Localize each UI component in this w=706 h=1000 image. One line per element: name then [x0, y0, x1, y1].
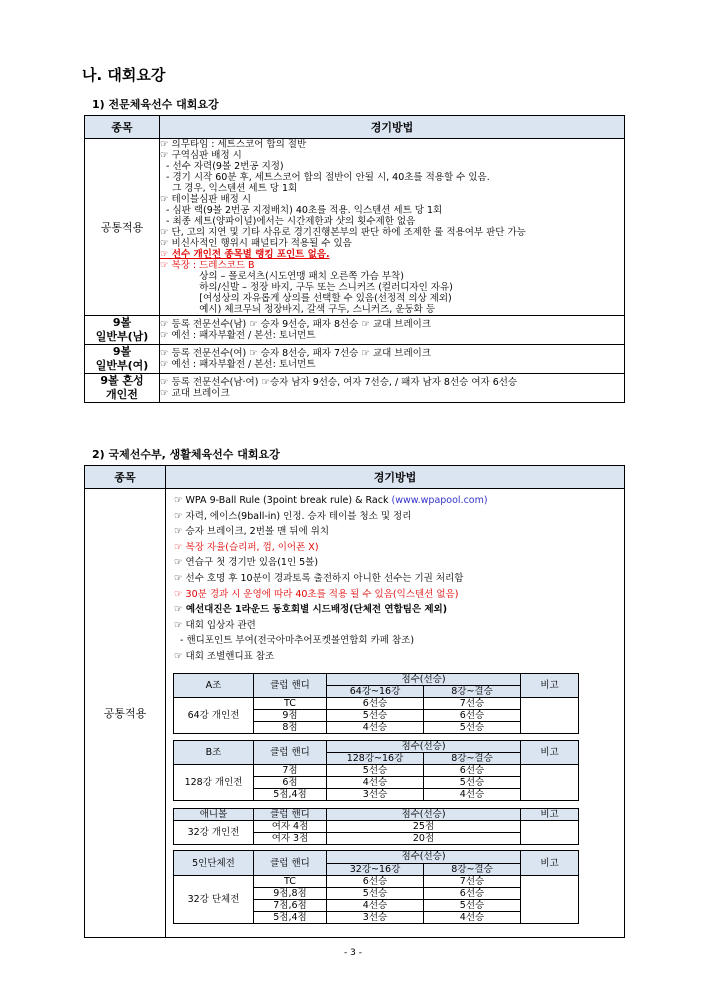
common-label: 공통적용	[85, 139, 160, 316]
rule-line: 하의/신발 – 정장 바지, 구두 또는 스니커즈 (컬러디자인 자유)	[160, 282, 453, 293]
note-cell	[521, 765, 579, 801]
rule-line	[174, 618, 621, 634]
round-header: 8강~결승	[424, 863, 521, 876]
table-cell: 4선승	[327, 722, 424, 734]
rule-line: - 경기 시작 60분 후, 세트스코어 합의 절반이 안될 시, 40초를 적용할 수 있음.	[160, 172, 490, 183]
note-cell	[521, 821, 579, 845]
rule-line	[174, 540, 621, 556]
round-header: 64강~16강	[327, 686, 424, 698]
table-cell: 6점	[254, 777, 327, 789]
rules-9ball-mixed: ☞ 등록 전문선수(남·여) ☞승자 남자 9선승, 여자 7선승, / 패자 남자 8선승 여자 6선승 ☞ 교대 브레이크	[160, 374, 625, 403]
rule-line: - 심판 랙(9볼 2번공 지정배치) 40초를 적용. 익스텐션 세트 당 1회	[160, 205, 443, 216]
handicap-header: 클럽 핸디	[254, 851, 327, 876]
row-label-9ball-mixed: 9볼 혼성 개인전	[85, 374, 160, 403]
rule-line: ☞ 의무타임 : 세트스코어 합의 절반	[160, 139, 307, 150]
table-cell: 5선승	[327, 710, 424, 722]
rule-text: ☞ WPA 9-Ball Rule (3point break rule) & Rack	[174, 495, 392, 506]
rule-line: ☞ 선수 개인전 종목별 랭킹 포인트 없음.	[160, 249, 330, 260]
rule-line: [여성상의 자유롭게 상의를 선택할 수 있음(선정적 의상 제외)	[160, 293, 452, 304]
note-header: 비고	[521, 674, 579, 698]
table-cell: 4선승	[424, 912, 521, 924]
col-method-header: 경기방법	[160, 116, 625, 139]
rule-text: ☞ 연습구 첫 경기만 있음(1인 5볼)	[174, 557, 319, 569]
handicap-table-a	[173, 673, 579, 734]
rule-line: ☞ 단, 고의 지연 및 기타 사유로 경기진행본부의 판단 하에 조제한 룰 적용여부 판단 가능	[160, 227, 526, 238]
table-cell: 9점	[254, 710, 327, 722]
table-cell: 여자 4점	[254, 821, 327, 833]
col-event-header: 종목	[85, 116, 160, 139]
handicap-table-anyball	[173, 808, 579, 845]
rule-line	[174, 555, 621, 571]
section-heading: 나. 대회요강	[82, 66, 166, 84]
rule-line	[174, 571, 621, 587]
rule-line: - 선수 자력(9볼 2번공 지정)	[160, 161, 284, 172]
table-cell: 20점	[327, 833, 521, 845]
event-label: 64강 개인전	[174, 698, 254, 734]
table-cell: TC	[254, 698, 327, 710]
col-event-header: 종목	[85, 466, 166, 489]
table-cell: 7선승	[424, 876, 521, 888]
table-cell: 6선승	[424, 888, 521, 900]
row-label-9ball-women: 9볼 일반부(여)	[85, 345, 160, 374]
rule-line: ☞ 비신사적인 행위시 패널티가 적용될 수 있음	[160, 238, 352, 249]
rule-line: ☞ 테이블심판 배정 시	[160, 194, 251, 205]
table-cell: 여자 3점	[254, 833, 327, 845]
table-cell: 4선승	[424, 789, 521, 801]
rules-9ball-women: ☞ 등록 전문선수(여) ☞ 승자 8선승, 패자 7선승 ☞ 교대 브레이크 ☞ 예선 : 패자부활전 / 본선: 토너먼트	[160, 345, 625, 374]
table-cell: 3선승	[327, 789, 424, 801]
table-cell: 7선승	[424, 698, 521, 710]
score-header: 점수(선승)	[327, 674, 521, 686]
handicap-header: 클럽 핸디	[254, 809, 327, 821]
section2-title: 2) 국제선수부, 생활체육선수 대회요강	[92, 448, 280, 461]
round-header: 8강~결승	[424, 753, 521, 765]
rule-line	[174, 633, 621, 649]
rule-line	[174, 524, 621, 540]
rule-text: ☞ 대회 입상자 관련	[174, 619, 256, 631]
table-cell: 4선승	[327, 777, 424, 789]
rule-line	[174, 602, 621, 618]
note-cell	[521, 876, 579, 924]
table-cell: 3선승	[327, 912, 424, 924]
col-method-header: 경기방법	[166, 466, 625, 489]
rule-line: 그 경우, 익스텐션 세트 당 1회	[160, 183, 298, 194]
table-cell: 9점,8점	[254, 888, 327, 900]
group-label: A조	[174, 674, 254, 698]
table-cell: 8점	[254, 722, 327, 734]
rule-line	[174, 649, 621, 665]
table-cell: TC	[254, 876, 327, 888]
table-cell: 5선승	[327, 888, 424, 900]
table-cell: 5선승	[424, 900, 521, 912]
table-cell: 4선승	[327, 900, 424, 912]
table-cell: 6선승	[327, 876, 424, 888]
rule-text: ☞ 30분 경과 시 운영에 따라 40초를 적용 될 수 있음(익스텐션 없음)	[174, 588, 459, 600]
table-cell: 5점,4점	[254, 789, 327, 801]
table-cell: 25점	[327, 821, 521, 833]
note-header: 비고	[521, 809, 579, 821]
handicap-header: 클럽 핸디	[254, 674, 327, 698]
handicap-header: 클럽 핸디	[254, 741, 327, 765]
round-header: 32강~16강	[327, 863, 424, 876]
group-label: 애니볼	[174, 809, 254, 821]
round-header: 128강~16강	[327, 753, 424, 765]
rule-line: 상의 – 폴로셔츠(시도연맹 패치 오른쪽 가슴 부착)	[160, 271, 404, 282]
note-header: 비고	[521, 741, 579, 765]
rules-9ball-men: ☞ 등록 전문선수(남) ☞ 승자 9선승, 패자 8선승 ☞ 교대 브레이크 ☞ 예선 : 패자부활전 / 본선: 토너먼트	[160, 316, 625, 345]
wpa-link[interactable]: (www.wpapool.com)	[391, 495, 488, 506]
score-header: 점수(선승)	[327, 809, 521, 821]
rule-text: ☞ 복장 자율(슬리퍼, 껌, 이어폰 X)	[174, 541, 319, 553]
round-header: 8강~결승	[424, 686, 521, 698]
event-label: 32강 개인전	[174, 821, 254, 845]
page-number: - 3 -	[344, 948, 362, 958]
rule-line: ☞ 복장 : 드레스코드 B	[160, 260, 255, 271]
rule-text: ☞ 승자 브레이크, 2번볼 맨 뒤에 위치	[174, 526, 330, 538]
table-cell: 5선승	[327, 765, 424, 777]
score-header: 점수(선승)	[327, 851, 521, 864]
rule-line: - 최종 세트(양파이널)에서는 시간제한과 샷의 횟수제한 없음	[160, 216, 416, 227]
score-header: 점수(선승)	[327, 741, 521, 753]
section1-table	[84, 115, 625, 403]
event-label: 128강 개인전	[174, 765, 254, 801]
handicap-table-team	[173, 850, 579, 924]
common-label: 공통적용	[85, 489, 166, 938]
table-cell: 5선승	[424, 722, 521, 734]
row-label-9ball-men: 9볼 일반부(남)	[85, 316, 160, 345]
group-label: 5인단체전	[174, 851, 254, 876]
common-rules	[166, 489, 624, 666]
rule-text: ☞ 선수 호명 후 10분이 경과토록 출전하지 아니한 선수는 기권 처리함	[174, 572, 464, 584]
rule-text: ☞ 예선대진은 1라운드 동호회별 시드배정(단체전 연합팀은 제외)	[174, 604, 448, 616]
rule-line	[174, 493, 621, 509]
handicap-table-b	[173, 740, 579, 801]
table-cell: 6선승	[424, 765, 521, 777]
note-header: 비고	[521, 851, 579, 876]
rule-line	[174, 509, 621, 525]
rule-text: ☞ 대회 조별핸디표 참조	[174, 650, 275, 662]
rule-line: ☞ 구역심판 배정 시	[160, 150, 242, 161]
note-cell	[521, 698, 579, 734]
table-cell: 6선승	[424, 710, 521, 722]
common-rules	[160, 139, 625, 316]
table-cell: 6선승	[327, 698, 424, 710]
table-cell: 5점,4점	[254, 912, 327, 924]
rule-line: 예시) 체크무늬 정장바지, 갈색 구두, 스니커즈, 운동화 등	[160, 304, 436, 315]
event-label: 32강 단체전	[174, 876, 254, 924]
table-cell: 7점	[254, 765, 327, 777]
table-cell: 7점,6점	[254, 900, 327, 912]
rule-line	[174, 587, 621, 603]
rule-text: ☞ 자력, 에이스(9ball-in) 인정. 승자 테이블 청소 및 정리	[174, 510, 412, 522]
rule-text: - 핸디포인트 부여(전국아마추어포켓볼연합회 카페 참조)	[174, 635, 415, 647]
table-cell: 5선승	[424, 777, 521, 789]
group-label: B조	[174, 741, 254, 765]
section1-title: 1) 전문체육선수 대회요강	[92, 98, 219, 111]
